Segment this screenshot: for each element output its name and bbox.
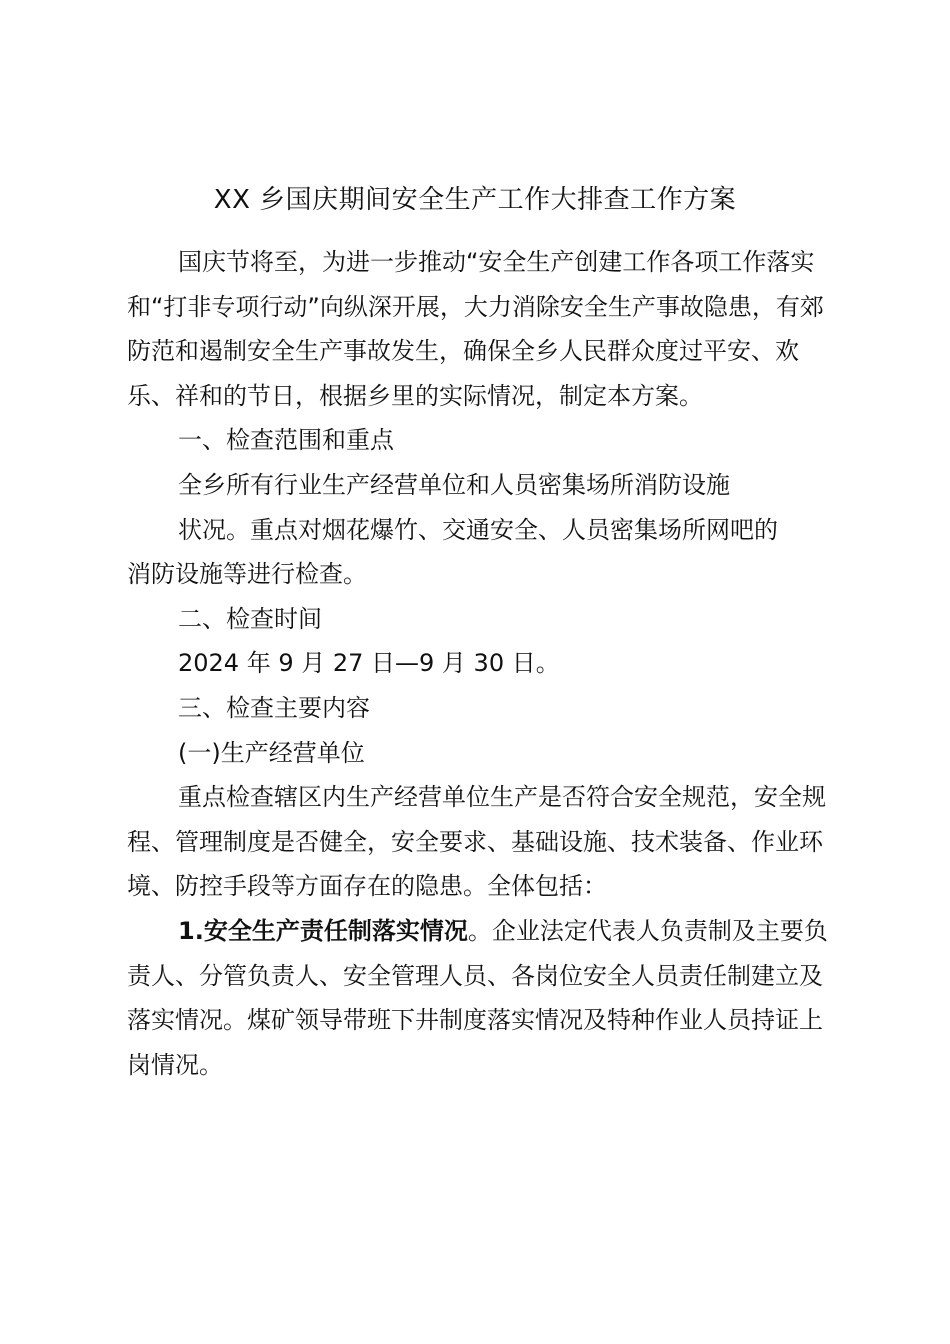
section-heading-time: 二、检查时间 [178, 604, 322, 633]
section-heading-content: 三、检查主要内容 [178, 693, 370, 722]
document-title: XX 乡国庆期间安全生产工作大排查工作方案 [213, 185, 737, 215]
units-paragraph: 重点检查辖区内生产经营单位生产是否符合安全规范，安全规程、管理制度是否健全，安全要求、基础设施、技术装备、作业环境、防控手段等方面存在的隐患。全体包括： [127, 783, 826, 901]
document-body [127, 240, 833, 1087]
scope-line-2: 状况。重点对烟花爆竹、交通安全、人员密集场所网吧的 [178, 515, 778, 544]
item-1-paragraph [127, 909, 833, 1087]
section-heading-scope: 一、检查范围和重点 [178, 426, 394, 455]
scope-line-1: 全乡所有行业生产经营单位和人员密集场所消防设施 [178, 470, 730, 499]
item-1-heading: 1.安全生产责任制落实情况 [178, 916, 468, 945]
scope-line-3: 消防设施等进行检查。 [127, 560, 367, 589]
inspection-dates: 2024 年 9 月 27 日—9 月 30 日。 [178, 649, 560, 678]
subsection-heading-units: (一)生产经营单位 [178, 738, 365, 767]
intro-paragraph: 国庆节将至，为进一步推动“安全生产创建工作各项工作落实和“打非专项行动”向纵深开展，大力消除安全生产事故隐患，有郊防范和遏制安全生产事故发生，确保全乡人民群众度过平安、欢乐、祥和的节日，根据乡里的实际情况，制定本方案。 [127, 248, 824, 410]
item-1-text: 。企业法定代表人负责制及主要负责人、分管负责人、安全管理人员、各岗位安全人员责任制建立及落实情况。煤矿领导带班下井制度落实情况及特种作业人员持证上岗情况。 [127, 916, 828, 1079]
